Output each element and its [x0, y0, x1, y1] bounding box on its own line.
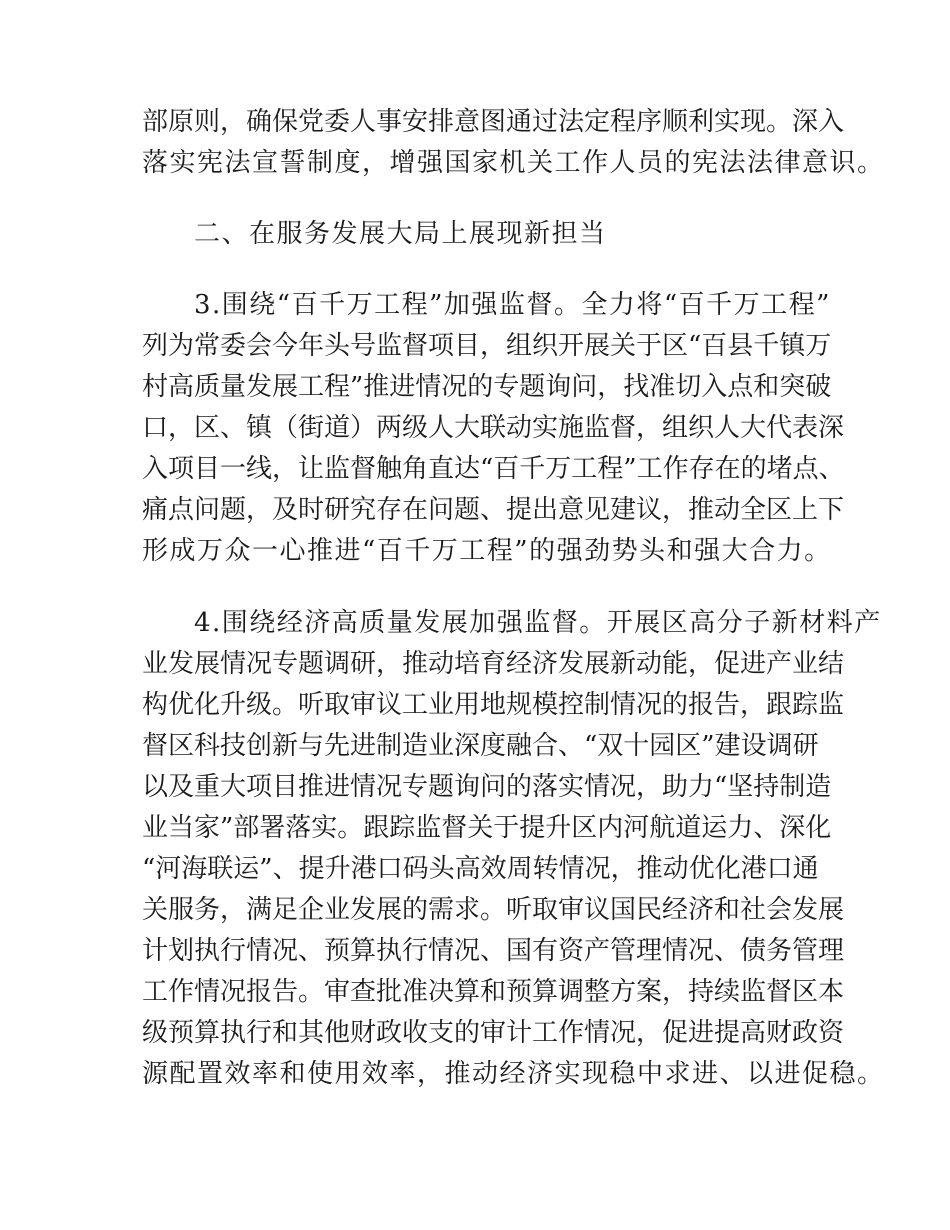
- paragraph-item-4: [142, 603, 885, 1095]
- text-line: 列为常委会今年头号监督项目，组织开展关于区“百县千镇万: [142, 331, 832, 361]
- text-line: 级预算执行和其他财政收支的审计工作情况，促进提高财政资: [142, 1018, 845, 1048]
- text-line: 业发展情况专题调研，推动培育经济发展新动能，促进产业结: [142, 649, 845, 679]
- text-line: 业当家”部署落实。跟踪监督关于提升区内河航道运力、深化: [142, 813, 832, 843]
- text-line: 工作情况报告。审查批准决算和预算调整方案，持续监督区本: [142, 977, 845, 1007]
- text-line: 关服务，满足企业发展的需求。听取审议国民经济和社会发展: [142, 895, 845, 925]
- text-line: 计划执行情况、预算执行情况、国有资产管理情况、债务管理: [142, 936, 845, 966]
- document-page: [142, 102, 885, 1095]
- paragraph-item-3: [142, 285, 845, 572]
- text-line: 以及重大项目推进情况专题询问的落实情况，助力“坚持制造: [142, 772, 832, 802]
- text-line: 部原则，确保党委人事安排意图通过法定程序顺利实现。深入: [142, 107, 845, 137]
- text-line: 形成万众一心推进“百千万工程”的强劲势头和强大合力。: [142, 536, 832, 566]
- text-line: 口，区、镇（街道）两级人大联动实施监督，组织人大代表深: [142, 413, 845, 443]
- section-heading: 二、在服务发展大局上展现新担当: [194, 219, 607, 249]
- text-line: 3.围绕“百千万工程”加强监督。全力将“百千万工程”: [194, 290, 831, 320]
- text-line: 痛点问题，及时研究存在问题、提出意见建议，推动全区上下: [142, 495, 845, 525]
- text-line: 4.围绕经济高质量发展加强监督。开展区高分子新材料产: [194, 608, 882, 638]
- text-line: 督区科技创新与先进制造业深度融合、“双十园区”建设调研: [142, 731, 819, 761]
- text-line: 落实宪法宣誓制度，增强国家机关工作人员的宪法法律意识。: [142, 148, 885, 178]
- text-line: “河海联运”、提升港口码头高效周转情况，推动优化港口通: [142, 854, 819, 884]
- text-line: 入项目一线，让监督触角直达“百千万工程”工作存在的堵点、: [142, 454, 845, 484]
- text-line: 源配置效率和使用效率，推动经济实现稳中求进、以进促稳。: [142, 1059, 885, 1089]
- text-line: 村高质量发展工程”推进情况的专题询问，找准切入点和突破: [142, 372, 832, 402]
- text-line: 构优化升级。听取审议工业用地规模控制情况的报告，跟踪监: [142, 690, 845, 720]
- paragraph-continuation: [142, 102, 885, 184]
